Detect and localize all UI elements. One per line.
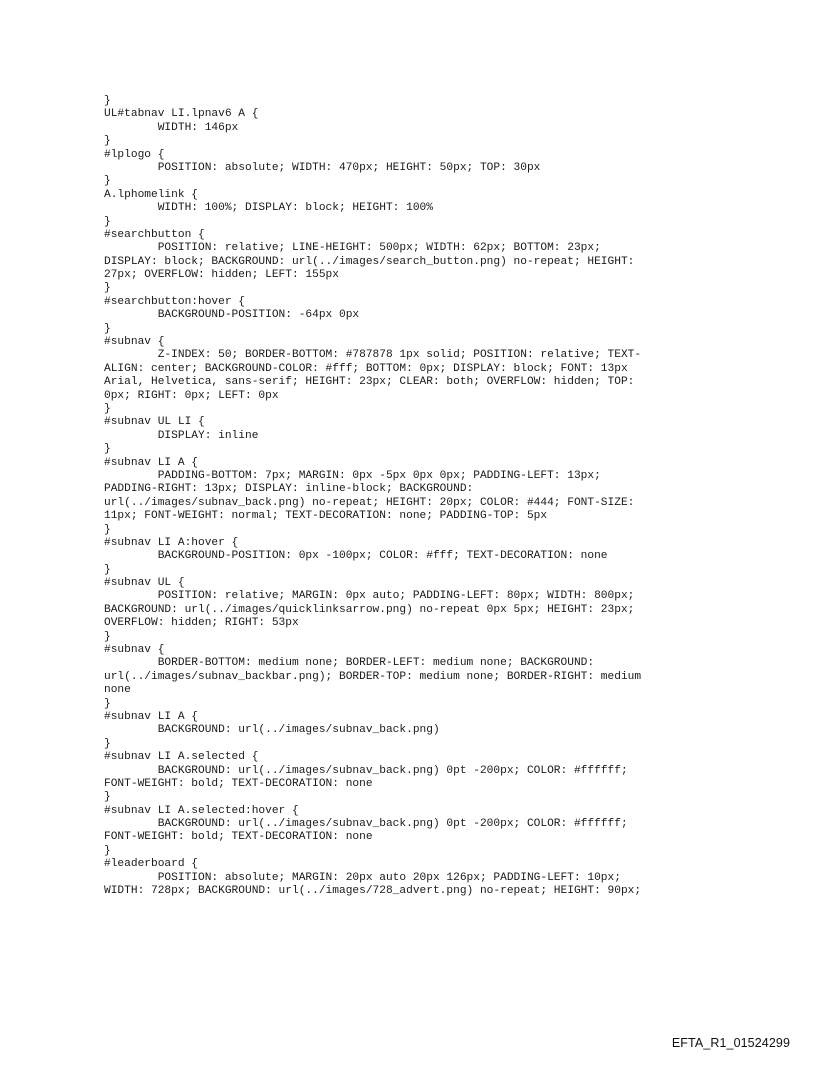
code-line: WIDTH: 728px; BACKGROUND: url(../images/728_advert.png) no-repeat; HEIGHT: 90px; (104, 885, 642, 898)
code-line: #subnav { (104, 336, 165, 349)
code-line: PADDING-BOTTOM: 7px; MARGIN: 0px -5px 0px 0px; PADDING-LEFT: 13px; (104, 469, 601, 482)
code-line: #subnav LI A.selected { (104, 751, 259, 764)
code-line: #leaderboard { (104, 858, 198, 871)
code-line: } (104, 402, 111, 415)
code-line: } (104, 844, 111, 857)
code-line: BACKGROUND: url(../images/subnav_back.png) (104, 724, 440, 737)
code-line: } (104, 95, 111, 107)
code-line: none (104, 684, 131, 697)
code-line: 11px; FONT-WEIGHT: normal; TEXT-DECORATION: none; PADDING-TOP: 5px (104, 510, 548, 523)
code-line: POSITION: relative; LINE-HEIGHT: 500px; WIDTH: 62px; BOTTOM: 23px; (104, 242, 601, 255)
code-line: Z-INDEX: 50; BORDER-BOTTOM: #787878 1px solid; POSITION: relative; TEXT- (104, 349, 642, 362)
code-line: url(../images/subnav_back.png) no-repeat; HEIGHT: 20px; COLOR: #444; FONT-SIZE: (104, 496, 635, 509)
code-line: BACKGROUND: url(../images/quicklinksarrow.png) no-repeat 0px 5px; HEIGHT: 23px; (104, 603, 635, 616)
code-line: BACKGROUND: url(../images/subnav_back.png) 0pt -200px; COLOR: #ffffff; (104, 818, 628, 831)
code-line: } (104, 215, 111, 228)
code-line: } (104, 135, 111, 148)
code-line: #searchbutton:hover { (104, 295, 245, 308)
code-line: POSITION: relative; MARGIN: 0px auto; PADDING-LEFT: 80px; WIDTH: 800px; (104, 590, 635, 603)
code-line: url(../images/subnav_backbar.png); BORDER-TOP: medium none; BORDER-RIGHT: medium (104, 670, 642, 683)
code-line: #subnav UL { (104, 577, 185, 590)
code-line: PADDING-RIGHT: 13px; DISPLAY: inline-block; BACKGROUND: (104, 483, 474, 496)
code-line: #lplogo { (104, 148, 165, 161)
code-line: 0px; RIGHT: 0px; LEFT: 0px (104, 389, 279, 402)
code-line: #subnav UL LI { (104, 416, 205, 429)
code-line: OVERFLOW: hidden; RIGHT: 53px (104, 617, 299, 630)
code-line: BACKGROUND: url(../images/subnav_back.png) 0pt -200px; COLOR: #ffffff; (104, 764, 628, 777)
code-listing (104, 95, 744, 898)
code-line: FONT-WEIGHT: bold; TEXT-DECORATION: none (104, 777, 373, 790)
code-line: A.lphomelink { (104, 188, 198, 201)
document-id-footer: EFTA_R1_01524299 (671, 1036, 790, 1050)
code-line: } (104, 523, 111, 536)
code-line: #subnav LI A { (104, 710, 198, 723)
code-line: } (104, 737, 111, 750)
code-line: BACKGROUND-POSITION: -64px 0px (104, 309, 360, 322)
code-line: #subnav LI A:hover { (104, 536, 239, 549)
code-line: } (104, 282, 111, 295)
code-line: } (104, 563, 111, 576)
code-line: POSITION: absolute; WIDTH: 470px; HEIGHT: 50px; TOP: 30px (104, 161, 541, 174)
code-line: DISPLAY: block; BACKGROUND: url(../images/search_button.png) no-repeat; HEIGHT: (104, 255, 635, 268)
code-line: FONT-WEIGHT: bold; TEXT-DECORATION: none (104, 831, 373, 844)
code-line: WIDTH: 146px (104, 121, 239, 134)
code-line: #searchbutton { (104, 228, 205, 241)
code-line: } (104, 697, 111, 710)
code-line: DISPLAY: inline (104, 429, 259, 442)
code-line: 27px; OVERFLOW: hidden; LEFT: 155px (104, 269, 339, 282)
code-line: #subnav LI A.selected:hover { (104, 804, 299, 817)
code-line: UL#tabnav LI.lpnav6 A { (104, 108, 259, 121)
code-line: BACKGROUND-POSITION: 0px -100px; COLOR: #fff; TEXT-DECORATION: none (104, 550, 608, 563)
code-line: #subnav { (104, 644, 165, 657)
code-line: WIDTH: 100%; DISPLAY: block; HEIGHT: 100% (104, 202, 433, 215)
code-line: POSITION: absolute; MARGIN: 20px auto 20px 126px; PADDING-LEFT: 10px; (104, 871, 621, 884)
code-line: } (104, 322, 111, 335)
code-line: BORDER-BOTTOM: medium none; BORDER-LEFT: medium none; BACKGROUND: (104, 657, 595, 670)
code-line: #subnav LI A { (104, 456, 198, 469)
code-line: Arial, Helvetica, sans-serif; HEIGHT: 23px; CLEAR: both; OVERFLOW: hidden; TOP: (104, 376, 635, 389)
code-line: } (104, 791, 111, 804)
code-line: ALIGN: center; BACKGROUND-COLOR: #fff; BOTTOM: 0px; DISPLAY: block; FONT: 13px (104, 362, 628, 375)
code-line: } (104, 443, 111, 456)
code-line: } (104, 175, 111, 188)
code-line: } (104, 630, 111, 643)
